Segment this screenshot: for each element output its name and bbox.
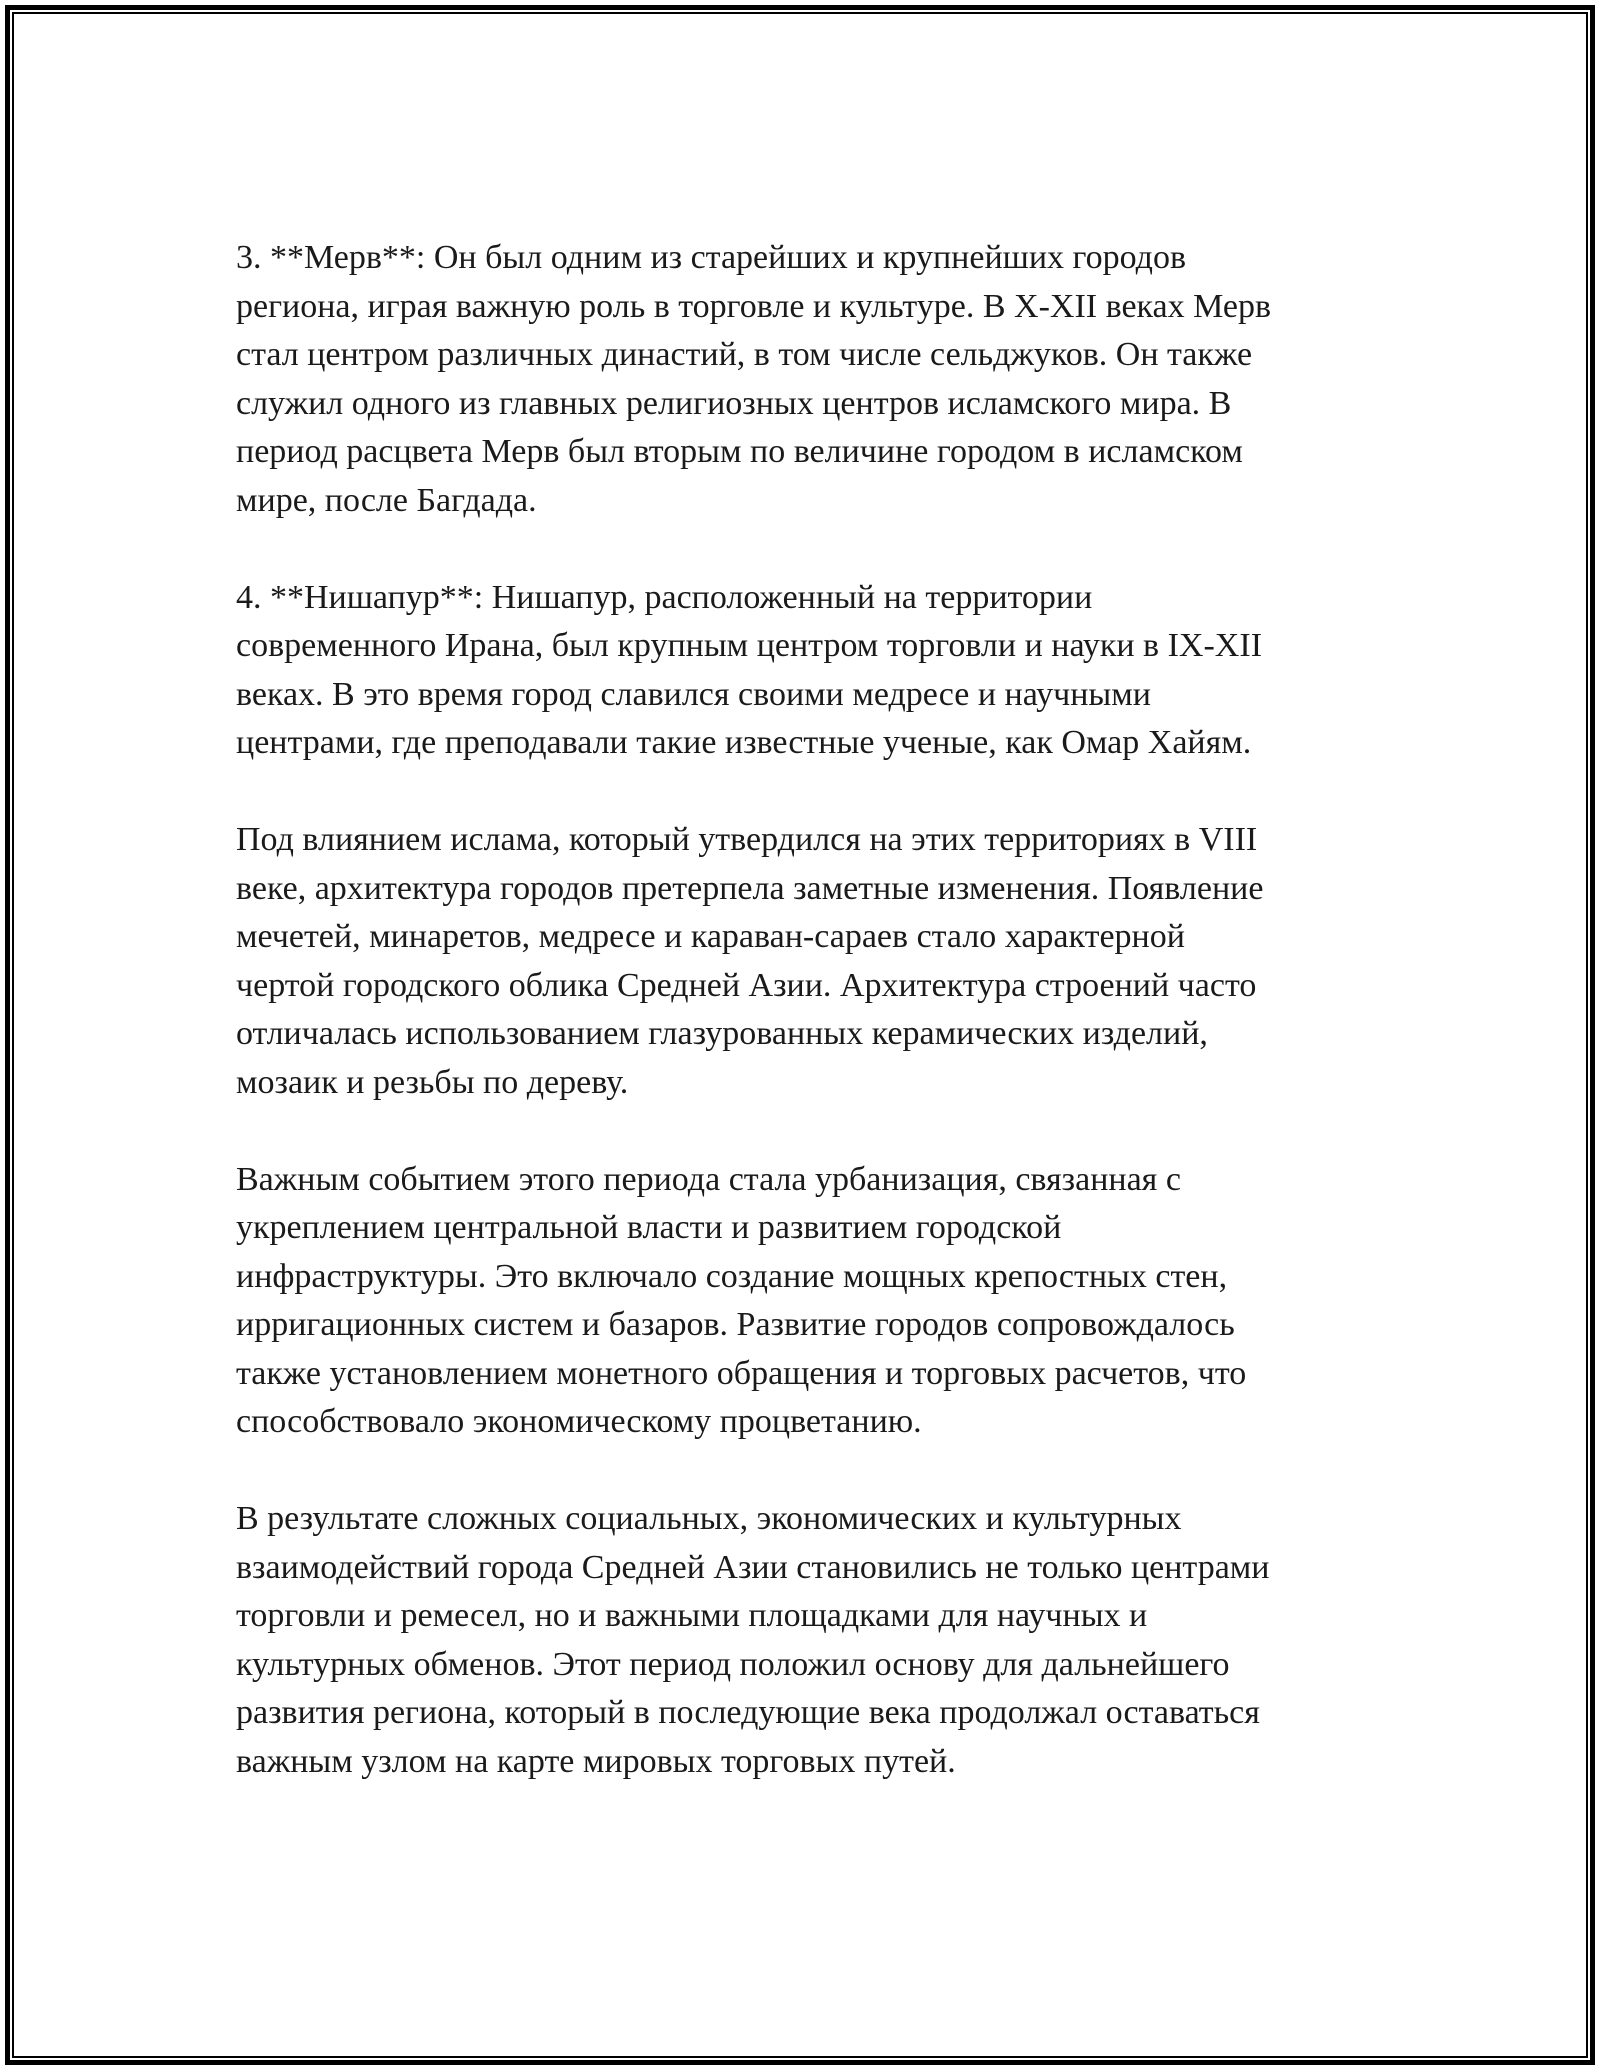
paragraph-islamic-architecture: Под влиянием ислама, который утвердился на этих территориях в VIII веке, архитектура городов претерпела заметные изменения. Появление мечетей, минаретов, медресе и караван-сараев стало характерной чертой городского облика Средней Азии. Архитектура строений часто отличалась использованием глазурованных керамических изделий, мозаик и резьбы по дереву. [236, 821, 1264, 1101]
paragraph-nishapur: 4. **Нишапур**: Нишапур, расположенный на территории современного Ирана, был крупным центром торговли и науки в IX-XII веках. В это время город славился своими медресе и научными центрами, где преподавали такие известные ученые, как Омар Хайям. [236, 578, 1263, 761]
document-body [236, 234, 1416, 1835]
paragraph-merv: 3. **Мерв**: Он был одним из старейших и крупнейших городов региона, играя важную роль в торговле и культуре. В X-XII веках Мерв стал центром различных династий, в том числе сельджуков. Он также служил одного из главных религиозных центров исламского мира. В период расцвета Мерв был вторым по величине городом в исламском мире, после Багдада. [236, 239, 1272, 519]
paragraph-urbanization: Важным событием этого периода стала урбанизация, связанная с укреплением центральной власти и развитием городской инфраструктуры. Это включало создание мощных крепостных стен, ирригационных систем и базаров. Развитие городов сопровождалось также установлением монетного обращения и торговых расчетов, что способствовало экономическому процветанию. [236, 1160, 1247, 1440]
paragraph-conclusion: В результате сложных социальных, экономических и культурных взаимодействий города Средней Азии становились не только центрами торговли и ремесел, но и важными площадками для научных и культурных обменов. Этот период положил основу для дальнейшего развития региона, который в последующие века продолжал оставаться важным узлом на карте мировых торговых путей. [236, 1500, 1270, 1780]
